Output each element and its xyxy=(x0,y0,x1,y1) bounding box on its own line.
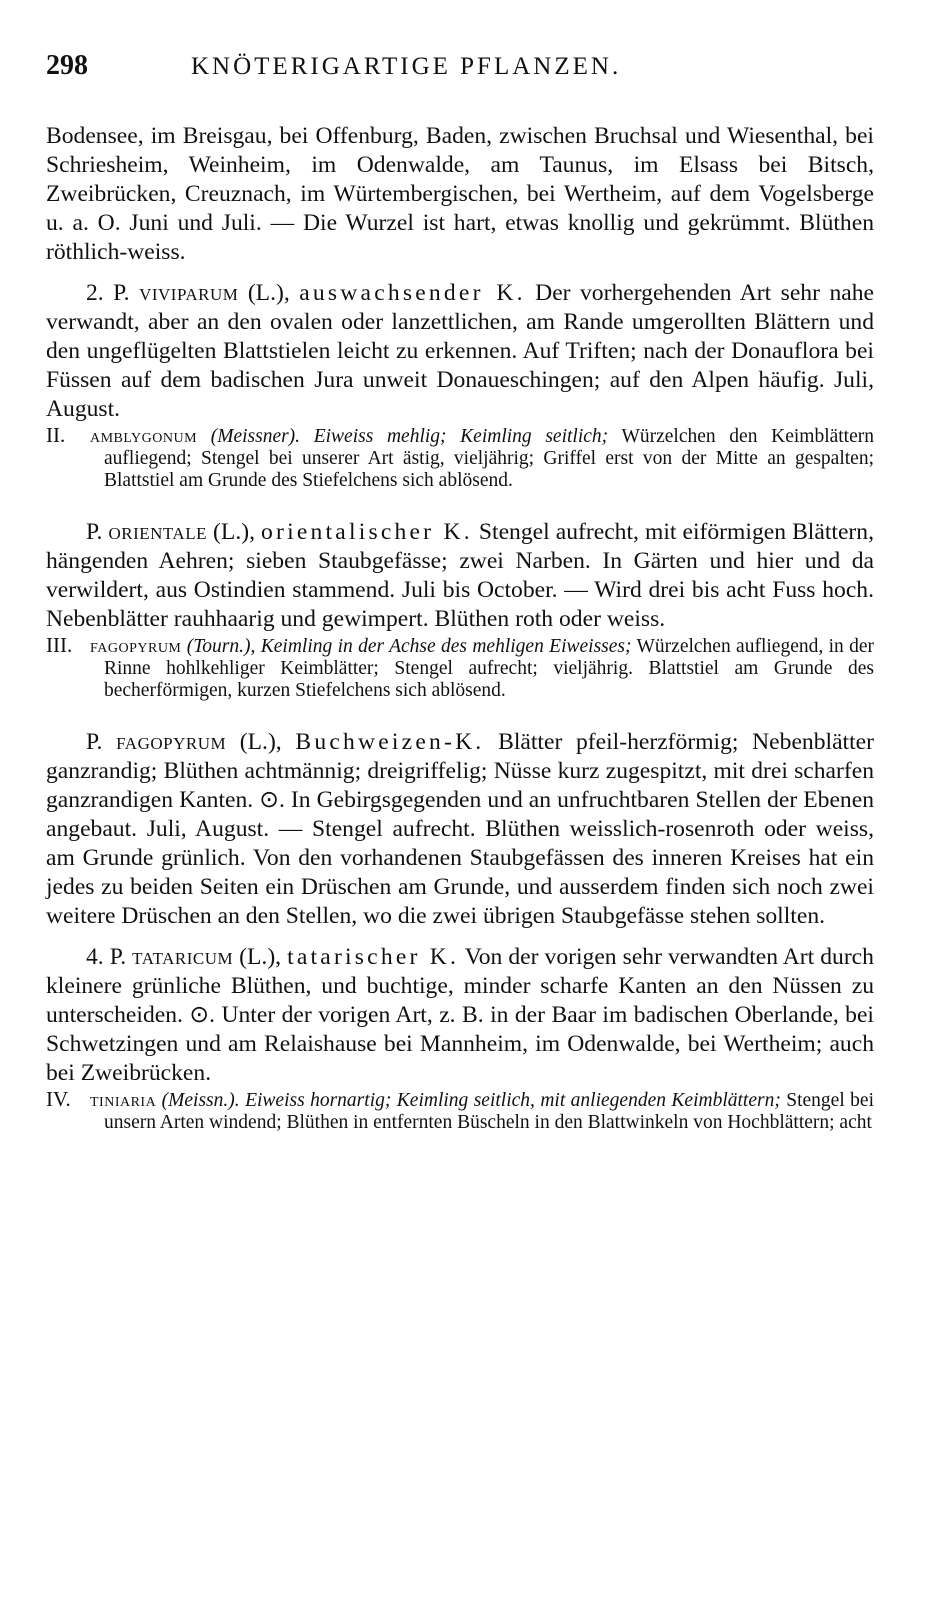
species-number: 4. P. xyxy=(86,944,127,970)
species-author: (L.), xyxy=(247,280,290,306)
genus-description: Würzelchen den Keimblättern aufliegend; Stengel bei unserer Art ästig, vieljährig; Griffel erst von der Mitte an gespalten; Blattstiel am Grunde des Stiefelchens sich ablösend. xyxy=(104,426,874,491)
species-number: P. xyxy=(86,519,103,545)
genus-numeral: II. xyxy=(46,423,66,447)
genus-italic-diagnosis: Keimling in der Achse des mehligen Eiweisses; xyxy=(260,636,632,657)
species-number: 2. P. xyxy=(86,280,130,306)
genus-description: Stengel bei unsern Arten windend; Blüthen in entfernten Büscheln in den Blattwinkeln von Hochblättern; acht xyxy=(104,1090,875,1133)
species-author: (L.), xyxy=(239,729,282,755)
genus-italic-diagnosis: Eiweiss mehlig; Keimling seitlich; xyxy=(313,426,609,447)
species-description: Von der vorigen sehr verwandten Art durch kleinere grünliche Blüthen, und buchtige, minder scharfe Kanten an den Nüssen zu unterscheiden. ⊙. Unter der vorigen Art, z. B. in der Baar im badischen Oberlande, bei Schwetzingen und am Relaishause bei Mannheim, im Odenwalde, bei Wertheim; auch bei Zweibrücken. xyxy=(46,944,874,1086)
species-entry-fagopyrum xyxy=(46,728,874,931)
genus-italic-diagnosis: Eiweiss hornartig; Keimling seitlich, mit anliegenden Keimblättern; xyxy=(245,1090,781,1111)
page-number: 298 xyxy=(46,50,88,81)
species-description: Der vorhergehenden Art sehr nahe verwandt, aber an den ovalen oder lanzettlichen, am Rande umgerollten Blättern und den ungeflügelten Blattstielen leicht zu erkennen. Auf Triften; nach der Donauflora bei Füssen auf dem badischen Jura unweit Donaueschingen; auf den Alpen häufig. Juli, August. xyxy=(46,280,874,422)
species-entry-orientale xyxy=(46,518,874,634)
species-author: (L.), xyxy=(213,519,255,545)
species-entry-tataricum xyxy=(46,943,874,1088)
running-head: KNÖTERIGARTIGE PFLANZEN. xyxy=(191,53,622,80)
species-name: orientale xyxy=(108,519,207,545)
species-description: Stengel aufrecht, mit eiförmigen Blättern, hängenden Aehren; sieben Staubgefässe; zwei Narben. In Gärten und hier und da verwildert, aus Ostindien stammend. Juli bis October. — Wird drei bis acht Fuss hoch. Nebenblätter rauhhaarig und gewimpert. Blüthen roth oder weiss. xyxy=(46,519,874,632)
genus-author: (Meissn.). xyxy=(161,1090,240,1111)
genus-author: (Tourn.), xyxy=(186,636,256,657)
species-number: P. xyxy=(86,729,103,755)
species-common-name: Buchweizen-K. xyxy=(295,729,485,755)
species-entry-viviparum xyxy=(46,279,874,424)
genus-numeral: III. xyxy=(46,633,73,657)
species-name: fagopyrum xyxy=(116,729,227,755)
genus-entry-amblygonum xyxy=(46,424,874,492)
paragraph-continued-localities xyxy=(46,122,874,267)
genus-description: Würzelchen aufliegend, in der Rinne hohlkehliger Keimblätter; Stengel aufrecht; vieljährig. Blattstiel am Grunde des becherförmigen, kurzen Stiefelchens sich ablösend. xyxy=(104,636,874,701)
species-author: (L.), xyxy=(239,944,282,970)
species-common-name: orientalischer K. xyxy=(261,519,473,545)
genus-name: amblygonum xyxy=(90,426,198,447)
species-common-name: auswachsender K. xyxy=(299,280,526,306)
species-name: tataricum xyxy=(132,944,234,970)
genus-name: fagopyrum xyxy=(90,636,182,657)
genus-name: tiniaria xyxy=(90,1090,157,1111)
species-common-name: tatarischer K. xyxy=(287,944,460,970)
genus-author: (Meissner). xyxy=(210,426,301,447)
species-name: viviparum xyxy=(139,280,239,306)
species-description: Blätter pfeil-herzförmig; Nebenblätter ganzrandig; Blüthen achtmännig; dreigriffelig; Nüsse kurz zugespitzt, mit drei scharfen ganzrandigen Kanten. ⊙. In Gebirgsgegenden und an unfruchtbaren Stellen der Ebenen angebaut. Juli, August. — Stengel aufrecht. Blüthen weisslich-rosenroth oder weiss, am Grunde grünlich. Von den vorhandenen Staubgefässen des inneren Kreises hat ein jedes zu beiden Seiten ein Drüschen am Grunde, und ausserdem finden sich noch zwei weitere Drüschen an den Stellen, wo die zwei übrigen Staubgefässe stehen sollten. xyxy=(46,729,874,929)
genus-numeral: IV. xyxy=(46,1087,71,1111)
page-header xyxy=(46,50,874,90)
genus-entry-tiniaria xyxy=(46,1088,874,1134)
genus-entry-fagopyrum xyxy=(46,634,874,702)
paragraph-text: Bodensee, im Breisgau, bei Offenburg, Baden, zwischen Bruchsal und Wiesenthal, bei Schriesheim, Weinheim, im Odenwalde, am Taunus, im Elsass bei Bitsch, Zweibrücken, Creuznach, im Würtembergischen, bei Wertheim, auf dem Vogelsberge u. a. O. Juni und Juli. — Die Wurzel ist hart, etwas knollig und gekrümmt. Blüthen röthlich-weiss. xyxy=(46,123,874,265)
